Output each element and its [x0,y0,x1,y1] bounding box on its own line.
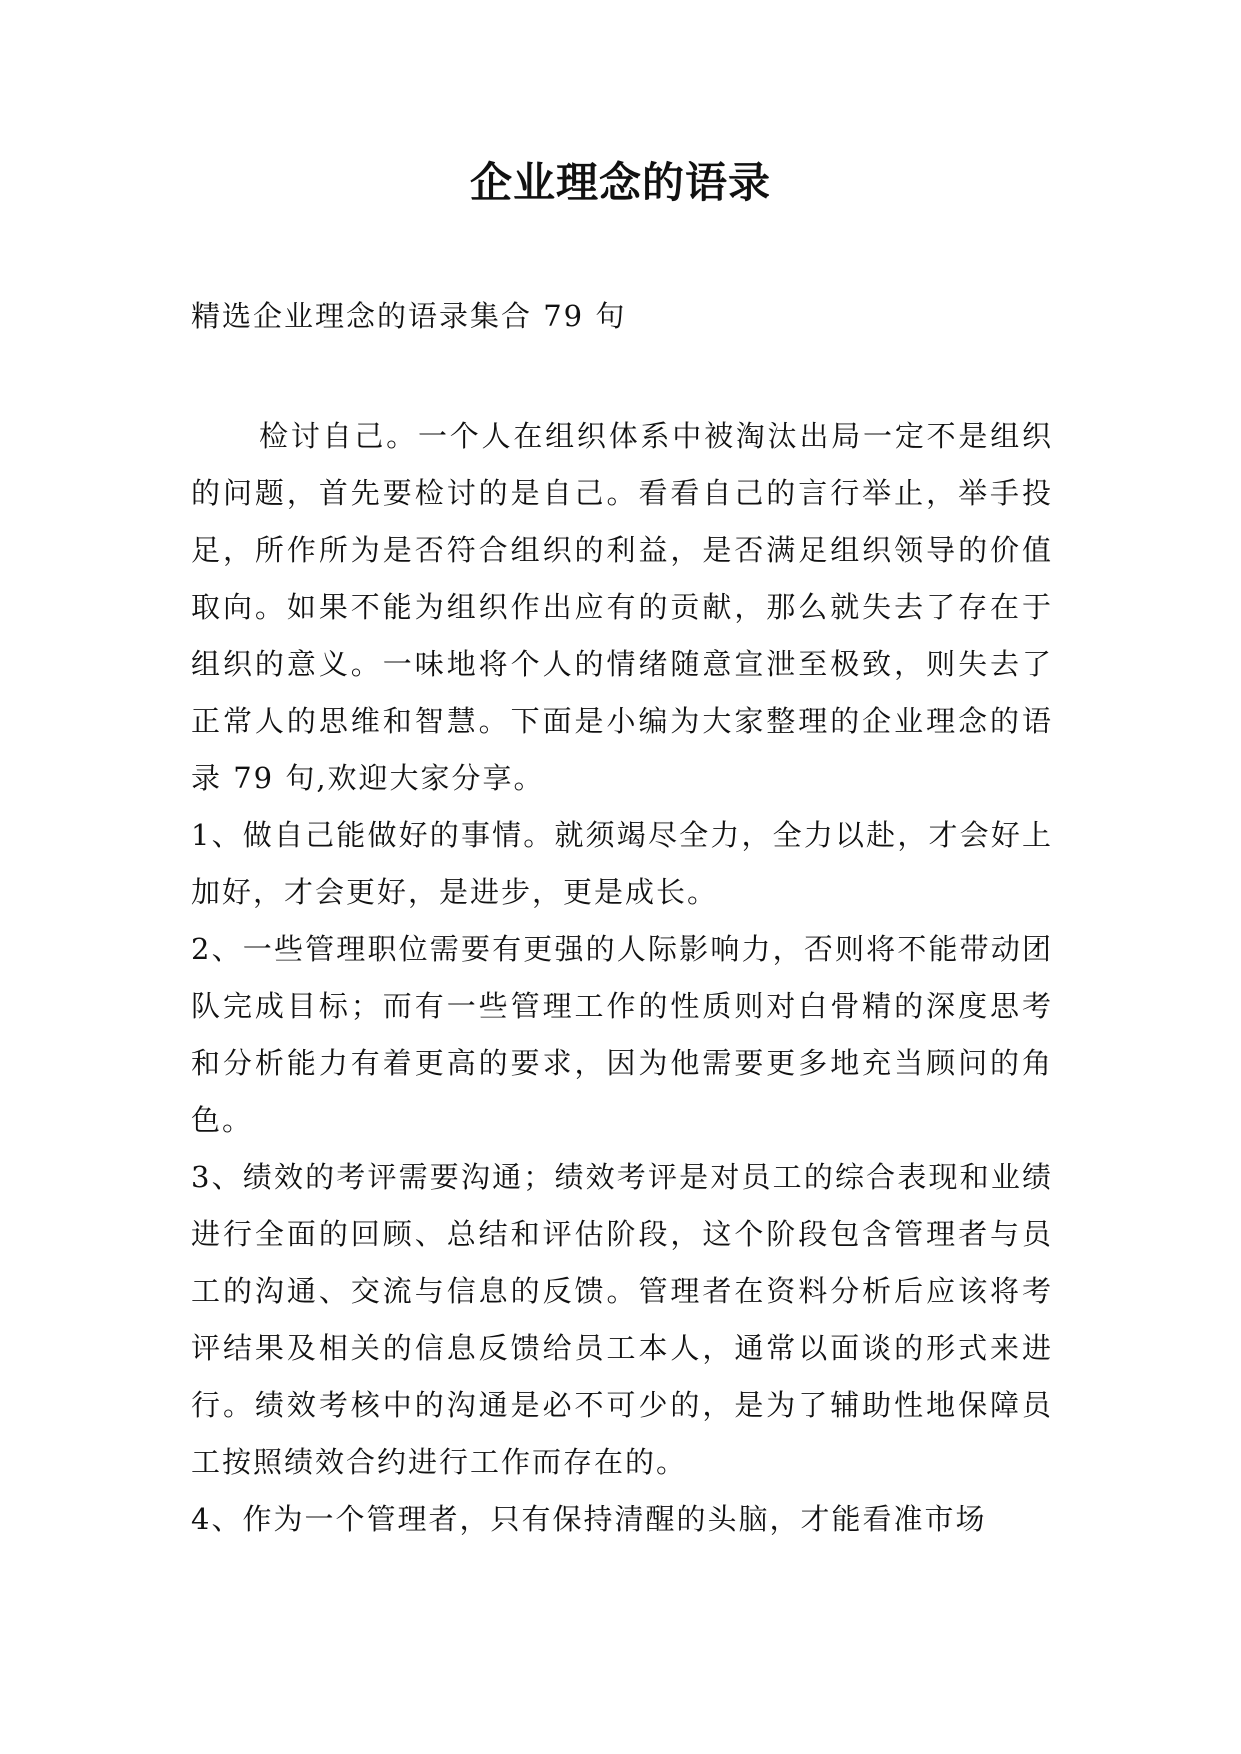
quote-item-4: 4、作为一个管理者，只有保持清醒的头脑，才能看准市场 [191,1502,987,1536]
intro-paragraph: 检讨自己。一个人在组织体系中被淘汰出局一定不是组织的问题，首先要检讨的是自己。看看自己的言行举止，举手投足，所作所为是否符合组织的利益，是否满足组织领导的价值取向。如果不能为组织作出应有的贡献，那么就失去了存在于组织的意义。一味地将个人的情绪随意宣泄至极致，则失去了正常人的思维和智慧。下面是小编为大家整理的企业理念的语录 79 句,欢迎大家分享。 [191,419,1053,795]
quote-item-3: 3、绩效的考评需要沟通；绩效考评是对员工的综合表现和业绩进行全面的回顾、总结和评估阶段，这个阶段包含管理者与员工的沟通、交流与信息的反馈。管理者在资料分析后应该将考评结果及相关的信息反馈给员工本人，通常以面谈的形式来进行。绩效考核中的沟通是必不可少的，是为了辅助性地保障员工按照绩效合约进行工作而存在的。 [191,1160,1053,1479]
document-title: 企业理念的语录 [469,158,771,207]
document-subtitle: 精选企业理念的语录集合 79 句 [191,299,627,333]
quote-item-2: 2、一些管理职位需要有更强的人际影响力，否则将不能带动团队完成目标；而有一些管理工作的性质则对白骨精的深度思考和分析能力有着更高的要求，因为他需要更多地充当顾问的角色。 [191,932,1053,1137]
quote-item-1: 1、做自己能做好的事情。就须竭尽全力，全力以赴，才会好上加好，才会更好，是进步，更是成长。 [191,818,1053,909]
document-body [191,408,1053,1548]
